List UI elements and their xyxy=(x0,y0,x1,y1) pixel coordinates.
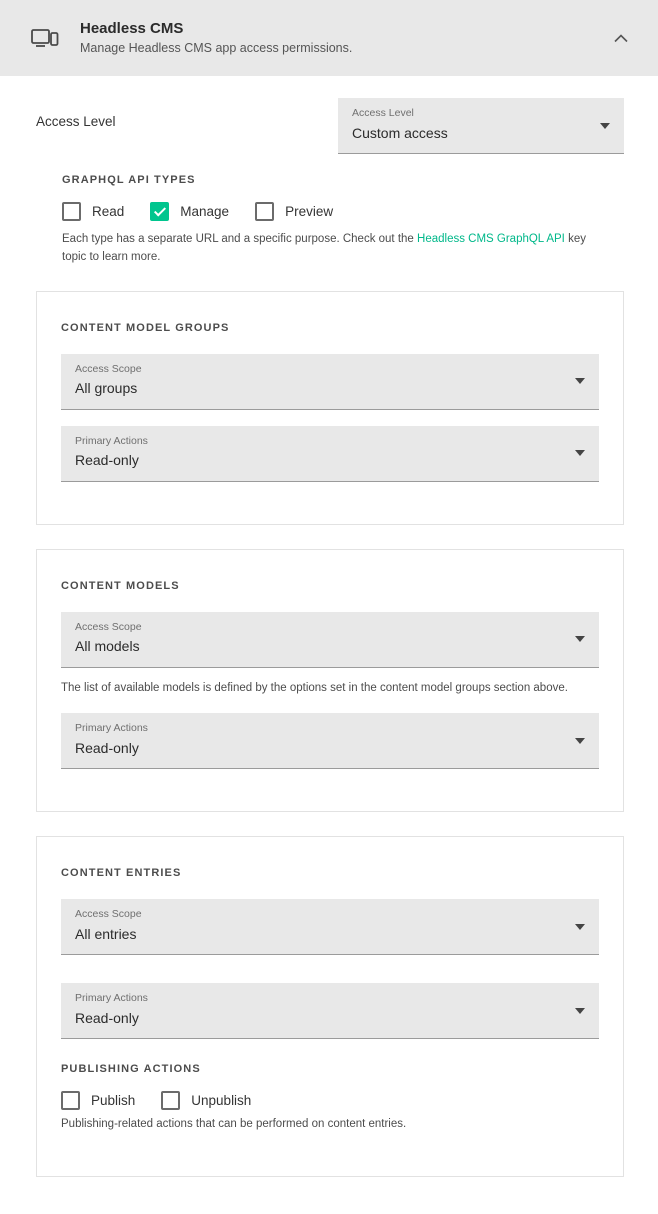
publishing-checkbox-row xyxy=(61,1091,599,1110)
access-level-label: Access Level xyxy=(36,114,116,129)
checkbox-label-preview: Preview xyxy=(285,204,334,219)
checkbox-label-unpublish: Unpublish xyxy=(191,1093,252,1109)
cm-primary-actions-label: Primary Actions xyxy=(75,722,148,735)
content-models-helper-text: The list of available models is defined by the options set in the content model groups section above. xyxy=(61,681,568,694)
cm-primary-actions-select[interactable] xyxy=(61,713,599,769)
checkbox-box-publish xyxy=(61,1091,80,1110)
cm-access-scope-label: Access Scope xyxy=(75,620,142,633)
cmg-access-scope-select[interactable] xyxy=(61,354,599,410)
checkbox-preview[interactable] xyxy=(255,202,333,221)
chevron-down-icon xyxy=(575,378,585,384)
chevron-down-icon xyxy=(575,1008,585,1014)
graphql-helper-prefix: Each type has a separate URL and a specific purpose. Check out the xyxy=(62,233,418,245)
headless-cms-icon xyxy=(28,21,62,55)
page-title: Headless CMS xyxy=(80,19,184,37)
ce-primary-actions-label: Primary Actions xyxy=(75,992,148,1005)
checkbox-read[interactable] xyxy=(62,202,124,221)
cm-access-scope-select[interactable] xyxy=(61,612,599,668)
permissions-content xyxy=(0,76,658,1177)
access-level-row xyxy=(0,76,658,174)
content-model-groups-card xyxy=(36,291,624,525)
chevron-up-icon[interactable] xyxy=(604,21,638,55)
ce-primary-actions-value: Read-only xyxy=(75,1010,139,1027)
cmg-primary-actions-value: Read-only xyxy=(75,452,139,469)
ce-access-scope-value: All entries xyxy=(75,926,137,943)
publishing-actions-title: PUBLISHING ACTIONS xyxy=(61,1063,201,1076)
cmg-access-scope-label: Access Scope xyxy=(75,362,142,375)
access-level-select[interactable] xyxy=(338,98,624,154)
chevron-down-icon xyxy=(600,123,610,129)
content-entries-card xyxy=(36,836,624,1177)
ce-access-scope-label: Access Scope xyxy=(75,908,142,921)
content-model-groups-title: CONTENT MODEL GROUPS xyxy=(61,321,230,334)
cmg-primary-actions-label: Primary Actions xyxy=(75,434,148,447)
checkbox-manage[interactable] xyxy=(150,202,229,221)
publishing-helper-text: Publishing-related actions that can be performed on content entries. xyxy=(61,1118,407,1131)
checkbox-label-publish: Publish xyxy=(91,1093,136,1109)
chevron-down-icon xyxy=(575,924,585,930)
cmg-access-scope-value: All groups xyxy=(75,380,138,397)
checkbox-publish[interactable] xyxy=(61,1091,135,1110)
chevron-down-icon xyxy=(575,738,585,744)
cmg-primary-actions-select[interactable] xyxy=(61,426,599,482)
graphql-api-link[interactable]: Headless CMS GraphQL API xyxy=(417,233,565,245)
graphql-helper-suffix: key topic to learn more. xyxy=(62,233,586,263)
content-entries-title: CONTENT ENTRIES xyxy=(61,867,182,880)
graphql-api-types-section xyxy=(0,174,658,267)
ce-access-scope-select[interactable] xyxy=(61,899,599,955)
header-text xyxy=(80,19,604,58)
graphql-helper-text xyxy=(62,231,602,267)
checkbox-unpublish[interactable] xyxy=(161,1091,251,1110)
graphql-section-title: GRAPHQL API TYPES xyxy=(62,174,196,186)
checkbox-box-read xyxy=(62,202,81,221)
checkbox-box-manage xyxy=(150,202,169,221)
content-models-card xyxy=(36,549,624,813)
page-subtitle: Manage Headless CMS app access permissions. xyxy=(80,41,353,55)
access-level-select-value: Custom access xyxy=(352,124,448,141)
graphql-checkbox-row xyxy=(62,202,624,221)
checkbox-box-unpublish xyxy=(161,1091,180,1110)
checkbox-box-preview xyxy=(255,202,274,221)
app-header xyxy=(0,0,658,76)
access-level-select-label: Access Level xyxy=(352,107,414,119)
cm-access-scope-value: All models xyxy=(75,638,140,655)
checkbox-label-read: Read xyxy=(92,204,125,219)
checkbox-label-manage: Manage xyxy=(180,204,230,219)
content-models-title: CONTENT MODELS xyxy=(61,579,180,592)
cm-primary-actions-value: Read-only xyxy=(75,740,139,757)
chevron-down-icon xyxy=(575,636,585,642)
ce-primary-actions-select[interactable] xyxy=(61,983,599,1039)
chevron-down-icon xyxy=(575,450,585,456)
